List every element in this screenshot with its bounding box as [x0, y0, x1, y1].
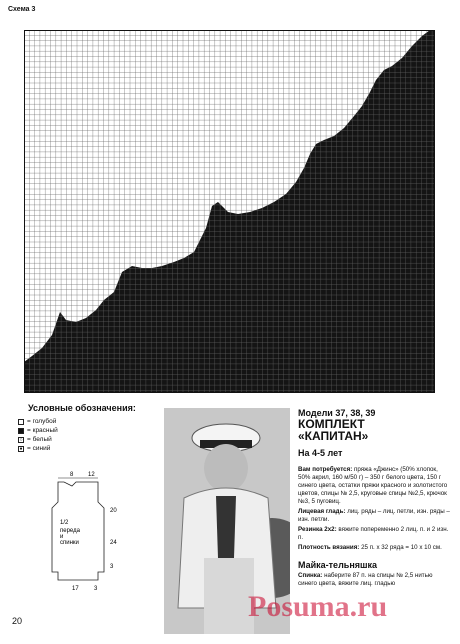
dim-bottom-3: 3 [94, 586, 98, 592]
legend-item-light-blue [18, 418, 56, 425]
legend-label: = голубой [27, 418, 57, 425]
stockinette-text: лиц. ряды – лиц. петли, изн. ряды – изн. петли. [298, 508, 450, 523]
back-paragraph [298, 572, 450, 588]
scheme-title: Схема 3 [8, 6, 36, 13]
dim-top-12: 12 [88, 472, 95, 478]
empty-square-icon [18, 419, 24, 425]
red-area [24, 30, 435, 393]
label-half: 1/2 [60, 520, 69, 526]
back-label: Спинка: [298, 572, 323, 579]
legend-label: = белый [27, 436, 52, 443]
dim-right-3: 3 [110, 564, 114, 570]
label-front: переда [60, 528, 80, 534]
subheading-tank-top: Майка-тельняшка [298, 560, 378, 570]
dim-top-8: 8 [70, 472, 74, 478]
rib-paragraph [298, 526, 450, 542]
stockinette-paragraph [298, 508, 450, 524]
dot-square-icon: ● [19, 445, 23, 452]
rib-label: Резинка 2х2: [298, 526, 337, 533]
legend-item-white [18, 436, 52, 443]
article-title-line1: КОМПЛЕКТ [298, 417, 365, 431]
dim-right-24: 24 [110, 540, 117, 546]
circle-square-icon: ○ [19, 436, 23, 443]
rib-text: вяжите попеременно 2 лиц. п. и 2 изн. п. [298, 526, 449, 541]
gauge-text: 25 п. х 32 ряда = 10 х 10 см. [359, 544, 442, 551]
label-back: спинки [60, 540, 79, 546]
legend-label: = красный [27, 427, 58, 434]
article-title-line2: «КАПИТАН» [298, 429, 369, 443]
back-text: наберите 87 п. на спицы № 2,5 нитью синего цвета, вяжите лиц. гладью [298, 572, 433, 587]
watermark: Posuma.ru [248, 590, 388, 623]
legend-item-red [18, 427, 58, 434]
age-line: На 4-5 лет [298, 448, 343, 458]
knitting-chart [24, 30, 435, 393]
label-and: и [60, 534, 64, 540]
materials-paragraph [298, 466, 450, 506]
garment-pattern-diagram [38, 468, 138, 598]
dim-bottom-17: 17 [72, 586, 79, 592]
article-text [298, 408, 450, 588]
stockinette-label: Лицевая гладь: [298, 508, 346, 515]
filled-square-icon [18, 428, 24, 434]
gauge-label: Плотность вязания: [298, 544, 360, 551]
gauge-paragraph [298, 544, 450, 552]
page-number: 20 [12, 616, 23, 626]
dim-right-20: 20 [110, 508, 117, 514]
legend-label: = синий [27, 445, 51, 452]
legend-item-dark-blue [18, 445, 50, 452]
materials-text: пряжа «Джинс» (50% хлопок, 50% акрил, 160 м/50 г) – 350 г белого цвета, 150 г синего цвета, остатки пряжи красного и золотистого цветов, спицы № 2,5, круговые спицы №2,5, крючок №3, 5 пуговиц. [298, 466, 448, 505]
materials-label: Вам потребуется: [298, 466, 353, 473]
models-heading: Модели 37, 38, 39 [298, 408, 376, 418]
legend-title: Условные обозначения: [28, 403, 136, 413]
